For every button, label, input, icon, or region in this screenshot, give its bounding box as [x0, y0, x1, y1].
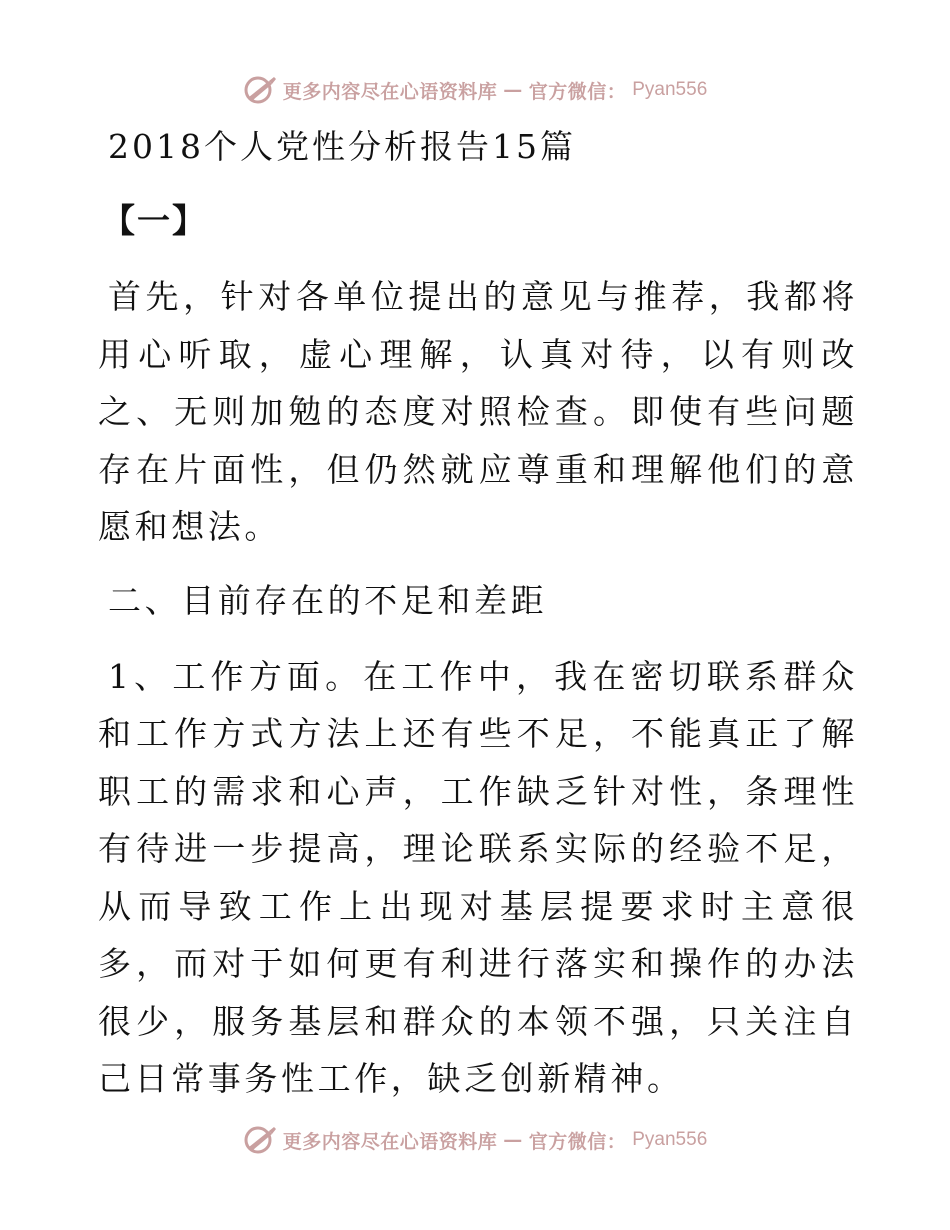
watermark-dash: —	[503, 79, 523, 101]
watermark-text: 更多内容尽在心语资料库	[282, 1130, 498, 1153]
watermark-banner-top	[0, 70, 950, 110]
watermark-banner-bottom	[0, 1120, 950, 1160]
pen-circle-logo-icon	[243, 1125, 277, 1155]
paragraph-1: 首先，针对各单位提出的意见与推荐，我都将用心听取，虚心理解，认真对待，以有则改之、无则加勉的态度对照检查。即使有些问题存在片面性，但仍然就应尊重和理解他们的意愿和想法。	[98, 277, 858, 546]
watermark-official-label: 官方微信：	[528, 80, 627, 103]
paragraph-2: 1、工作方面。在工作中，我在密切联系群众和工作方式方法上还有些不足，不能真正了解职工的需求和心声，工作缺乏针对性，条理性有待进一步提高，理论联系实际的经验不足，从而导致工作上出现对基层提要求时主意很多，而对于如何更有利进行落实和操作的办法很少，服务基层和群众的本领不强，只关注自己日常事务性工作，缺乏创新精神。	[98, 656, 858, 1098]
watermark-official-label: 官方微信：	[528, 1130, 627, 1153]
pen-circle-logo-icon	[243, 75, 277, 105]
document-body	[98, 120, 858, 1108]
watermark-wechat-id: Pyan556	[632, 1129, 708, 1150]
section-heading-2: 二、目前存在的不足和差距	[108, 580, 548, 620]
document-title: 2018个人党性分析报告15篇	[108, 127, 576, 166]
watermark-wechat-id: Pyan556	[632, 79, 708, 100]
section-marker: 【一】	[102, 201, 207, 240]
watermark-dash: —	[503, 1129, 523, 1151]
watermark-text: 更多内容尽在心语资料库	[282, 80, 498, 103]
